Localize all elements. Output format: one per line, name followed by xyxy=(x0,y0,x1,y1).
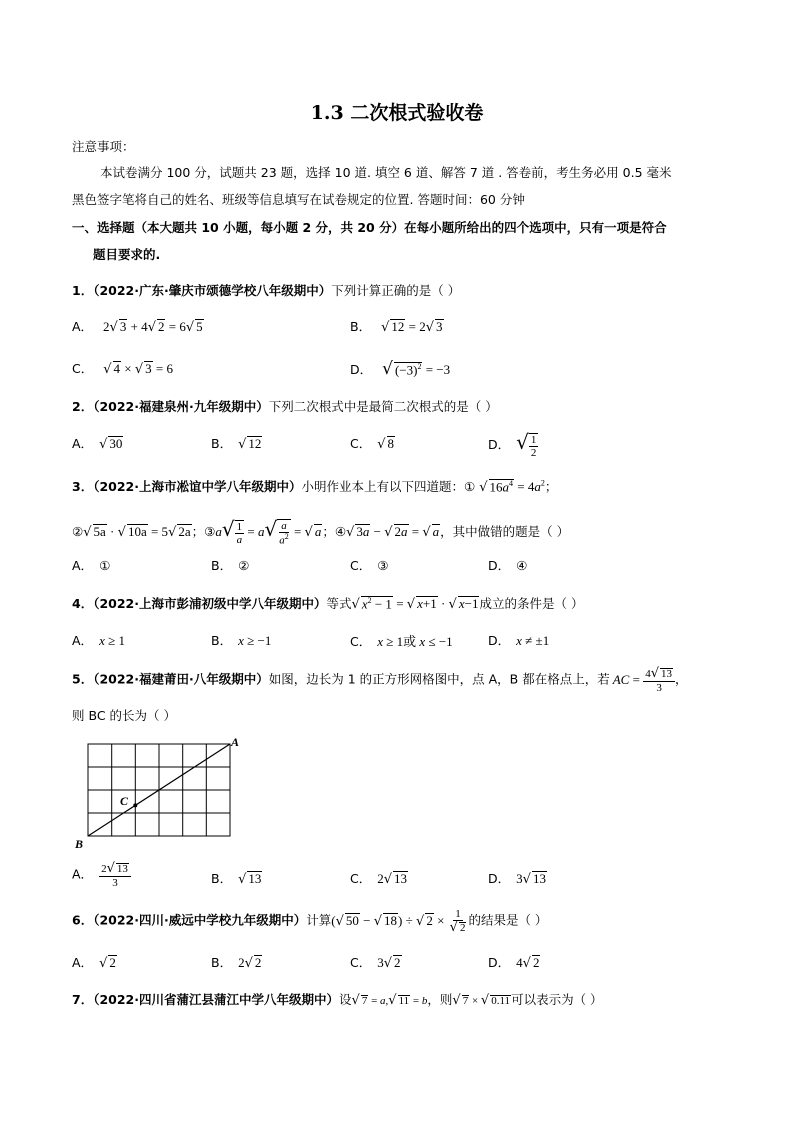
point-c-dot xyxy=(133,803,137,807)
question-3: 3．（2022·上海市凇谊中学八年级期中）小明作业本上有以下四道题：① √ $16a^4 = 4a^2$； xyxy=(72,478,558,495)
q5-option-c[interactable]: C． 2√ 13 xyxy=(350,871,408,887)
q2-option-d[interactable]: D． √ $\frac{1}{2}$ xyxy=(488,430,537,460)
notice-line-1: 本试卷满分 100 分，试题共 23 题，选择 10 道. 填空 6 道、解答 7 道 . 答卷前，考生务必用 0.5 毫米 xyxy=(100,165,672,180)
q5-source: （2022·福建莆田·八年级期中） xyxy=(93,671,269,687)
q7-source: （2022·四川省蒲江县蒲江中学八年级期中） xyxy=(93,992,339,1007)
label-a: A xyxy=(231,738,240,749)
q1-source: （2022·广东·肇庆市颂德学校八年级期中） xyxy=(93,283,332,298)
q3-option-b[interactable]: B． ② xyxy=(211,558,250,573)
q4-option-d[interactable]: D． x ≠ ±1 xyxy=(488,633,550,648)
q1-option-b[interactable]: B． √ 12 = 2√ 3 xyxy=(350,319,443,335)
question-6: 6．（2022·四川·威远中学校九年级期中）计算(√ 50 − √ 18) ÷ √ 2 × $\frac{1}{√ 2}$ 的结果是（ ） xyxy=(72,908,548,936)
q6-option-c[interactable]: C． 3√ 2 xyxy=(350,955,401,971)
q3-tail: ，其中做错的题是（ ） xyxy=(440,524,570,539)
q2-text: 下列二次根式中是最简二次根式的是（ ） xyxy=(268,399,498,414)
q3-option-c[interactable]: C． ③ xyxy=(350,558,389,573)
q6-option-d[interactable]: D． 4√ 2 xyxy=(488,955,540,971)
q5-line-2: 则 BC 的长为（ ） xyxy=(72,708,177,723)
q3-statements: ②√ 5a · √ 10a = 5√ 2a；③a√ $\frac{1}{a}$ = a√ $\frac{a}{a^2}$ = √ a；④√ 3a − √ 2a = √ a，其中做错的题是（ ） xyxy=(72,517,570,547)
q4-option-a[interactable]: A． x ≥ 1 xyxy=(72,633,125,648)
q5-option-b[interactable]: B． √ 13 xyxy=(211,871,262,887)
question-4: 4．（2022·上海市彭浦初级中学八年级期中）等式√ $x^2 - 1$ = √ x+1 · √ x−1成立的条件是（ ） xyxy=(72,595,584,612)
q4-option-c[interactable]: C． x ≥ 1或 x ≤ −1 xyxy=(350,634,453,649)
q1-option-d[interactable]: D． √ $(-3)^2 = -3$ xyxy=(350,359,451,379)
q3-option-d[interactable]: D． ④ xyxy=(488,558,528,573)
q1-option-a[interactable]: A． 2√ 3 + 4√ 2 = 6√ 5 xyxy=(72,319,203,335)
page-title: 1.3 二次根式验收卷 xyxy=(310,102,484,124)
q2-option-c[interactable]: C． √ 8 xyxy=(350,436,395,452)
q3-text: 小明作业本上有以下四道题：① xyxy=(301,479,476,494)
q1-option-c[interactable]: C． √ 4 × √ 3 = 6 xyxy=(72,361,173,377)
q1-text: 下列计算正确的是（ ） xyxy=(331,283,461,298)
question-5: 5．（2022·福建莆田·八年级期中）如图，边长为 1 的正方形网格图中，点 A，B 都在格点上，若 AC = $\frac{4√ 13}{3}$ ， xyxy=(72,666,688,695)
question-1 xyxy=(72,281,460,299)
q6-option-a[interactable]: A． √ 2 xyxy=(72,955,116,971)
q5-option-a[interactable]: A． $\frac{2√ 13}{3}$ xyxy=(72,862,131,889)
q5-option-d[interactable]: D． 3√ 13 xyxy=(488,871,546,887)
label-b: B xyxy=(75,837,84,850)
q6-source: （2022·四川·威远中学校九年级期中） xyxy=(93,912,307,928)
q4-source: （2022·上海市彭浦初级中学八年级期中） xyxy=(93,596,327,611)
section-1-heading: 一、选择题（本大题共 10 小题，每小题 2 分，共 20 分）在每小题所给出的四个选项中，只有一项是符合 xyxy=(72,220,667,235)
question-7: 7．（2022·四川省蒲江县蒲江中学八年级期中）设√ 7 = a,√ 11 = b，则√ 7 × √ 0.11可以表示为（ ） xyxy=(72,992,603,1008)
grid-figure xyxy=(72,738,244,850)
question-2: 2．（2022·福建泉州·九年级期中）下列二次根式中是最简二次根式的是（ ） xyxy=(72,399,498,414)
q4-option-b[interactable]: B． x ≥ −1 xyxy=(211,633,272,648)
notice-label: 注意事项： xyxy=(72,139,135,154)
q3-option-a[interactable]: A． ① xyxy=(72,558,111,573)
q1-number: 1． xyxy=(72,283,94,298)
label-c: C xyxy=(120,794,129,808)
q6-option-b[interactable]: B． 2√ 2 xyxy=(211,955,262,971)
notice-line-2: 黑色签字笔将自己的姓名、班级等信息填写在试卷规定的位置. 答题时间：60 分钟 xyxy=(72,192,525,207)
q2-source: （2022·福建泉州·九年级期中） xyxy=(93,399,269,414)
q2-option-b[interactable]: B． √ 12 xyxy=(211,436,262,452)
q2-option-a[interactable]: A． √ 30 xyxy=(72,436,123,452)
q3-source: （2022·上海市凇谊中学八年级期中） xyxy=(93,479,302,494)
section-1-heading-cont: 题目要求的. xyxy=(93,247,161,262)
